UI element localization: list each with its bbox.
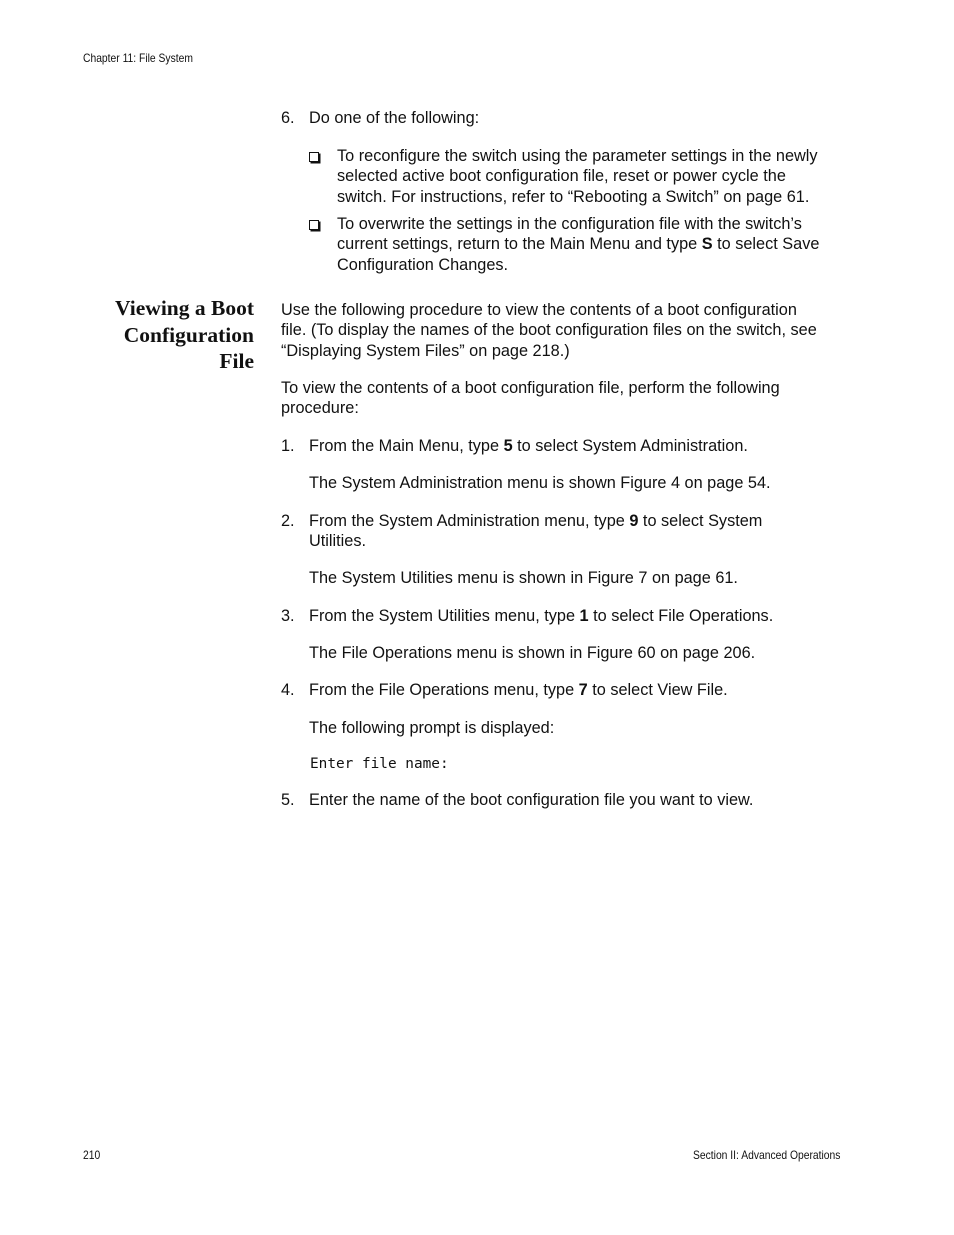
step-note: The following prompt is displayed: (309, 719, 555, 737)
paragraph-line: To view the contents of a boot configuration file, perform the following (281, 379, 780, 397)
step-number: 6. (281, 109, 295, 127)
step-note: The File Operations menu is shown in Figure 60 on page 206. (309, 644, 756, 662)
step-number: 2. (281, 512, 295, 530)
key-s: S (701, 235, 713, 254)
bullet-line: To reconfigure the switch using the parameter settings in the newly (337, 147, 818, 165)
heading-line: File (219, 349, 254, 373)
bullet-line: To overwrite the settings in the configuration file with the switch’s (337, 215, 802, 233)
heading-line: Configuration (123, 322, 254, 347)
text-run: From the File Operations menu, type (309, 681, 579, 699)
running-header: Chapter 11: File System (83, 51, 193, 65)
step-text: Do one of the following: (309, 109, 480, 127)
text-run: to select File Operations. (588, 607, 774, 625)
step-line (309, 511, 762, 531)
step-note: The System Administration menu is shown Figure 4 on page 54. (309, 474, 771, 492)
text-run: to select System Administration. (512, 437, 748, 455)
text-run: to select Save (712, 235, 820, 254)
checkbox-bullet-icon (309, 220, 319, 230)
bullet-line (337, 234, 819, 254)
key-5: 5 (503, 437, 513, 455)
step-number: 5. (281, 791, 295, 809)
page-number: 210 (83, 1148, 101, 1162)
text-run: to select System (638, 512, 763, 530)
bullet-item (337, 214, 819, 275)
key-7: 7 (578, 681, 588, 699)
checkbox-bullet-icon (309, 152, 319, 162)
paragraph-line: “Displaying System Files” on page 218.) (281, 341, 570, 360)
section-footer: Section II: Advanced Operations (692, 1148, 840, 1162)
heading-line: Viewing a Boot (115, 296, 254, 320)
step-text (309, 511, 762, 552)
bullet-line: Configuration Changes. (337, 255, 509, 274)
step-line: Utilities. (309, 532, 366, 551)
procedure-paragraph (281, 378, 780, 419)
text-run: From the System Administration menu, type (309, 512, 630, 530)
step-number: 3. (281, 607, 295, 625)
text-run: current settings, return to the Main Menu and type (337, 235, 702, 254)
bullet-line: switch. For instructions, refer to “Rebooting a Switch” on page 61. (337, 187, 810, 206)
step-number: 4. (281, 681, 295, 699)
bullet-line: selected active boot configuration file, reset or power cycle the (337, 167, 786, 186)
text-run: From the Main Menu, type (309, 437, 504, 455)
key-1: 1 (579, 607, 589, 625)
paragraph-line: file. (To display the names of the boot configuration files on the switch, see (281, 321, 817, 340)
bullet-item (337, 146, 818, 207)
intro-paragraph (281, 300, 817, 361)
paragraph-line: procedure: (281, 399, 359, 418)
text-run: From the System Utilities menu, type (309, 607, 580, 625)
text-run: to select View File. (587, 681, 728, 699)
section-heading (115, 295, 254, 375)
step-number: 1. (281, 437, 295, 455)
paragraph-line: Use the following procedure to view the contents of a boot configuration (281, 301, 797, 319)
step-text (309, 606, 773, 626)
step-text: Enter the name of the boot configuration file you want to view. (309, 791, 754, 809)
prompt-code: Enter file name: (310, 756, 449, 772)
key-9: 9 (629, 512, 639, 530)
step-text (309, 436, 748, 456)
step-text (309, 680, 728, 700)
step-note: The System Utilities menu is shown in Figure 7 on page 61. (309, 569, 738, 587)
